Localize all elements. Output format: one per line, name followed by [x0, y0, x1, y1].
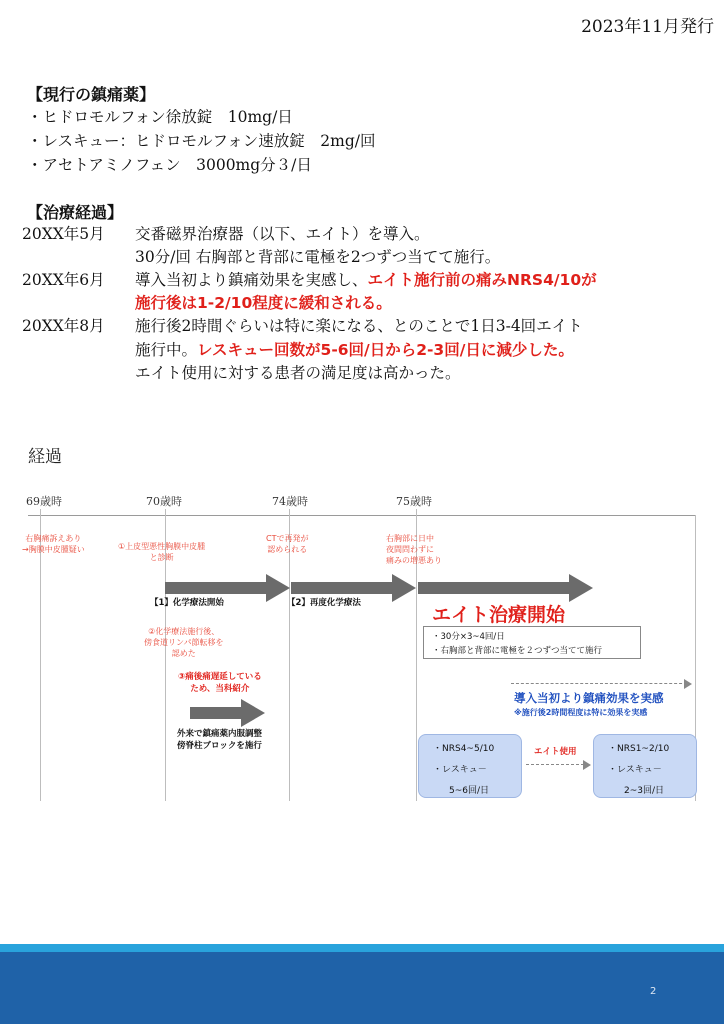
age-label: 69歳時 — [26, 495, 62, 508]
note-age74: CTで再発が 認められる — [266, 534, 309, 554]
effect-arrowhead — [684, 679, 692, 689]
chemo2-label: 【2】再度化学療法 — [287, 598, 361, 608]
course-date: 20XX年8月 — [22, 317, 105, 335]
course-date: 20XX年5月 — [22, 225, 105, 243]
med-item: ・レスキュー：ヒドロモルフォン速放錠 2mg/回 — [27, 132, 376, 150]
note-age69: 右胸痛訴えあり →胸膜中皮腫疑い — [22, 534, 85, 554]
issue-date: 2023年11月発行 — [581, 17, 714, 37]
course-text — [135, 338, 574, 360]
age-label: 75歳時 — [396, 495, 432, 508]
effect-note: ※施行後2時間程度は特に効果を実感 — [514, 708, 648, 717]
note-age70: ①上皮型悪性胸膜中皮腫 と診断 — [118, 542, 206, 562]
effect-title: 導入当初より鎮痛効果を実感 — [514, 691, 664, 705]
before-box: ・NRS4~5/10 ・レスキュ－ 5~6回/日 — [418, 734, 522, 798]
footer-stripe — [0, 944, 724, 952]
eito-start-label: エイト治療開始 — [432, 604, 566, 626]
course-title: 【治療経過】 — [27, 203, 124, 222]
course-text: 30分/回 右胸部と背部に電極を2つずつ当てて施行。 — [135, 248, 501, 266]
course-text — [135, 268, 597, 290]
current-meds-title: 【現行の鎮痛薬】 — [27, 85, 156, 104]
after-box: ・NRS1~2/10 ・レスキュ－ 2~3回/日 — [593, 734, 697, 798]
eito-use-arrow — [526, 764, 584, 765]
note-age75: 右胸部に日中 夜間問わずに 痛みの増悪あり — [386, 534, 442, 565]
course-text-plain: 施行中。 — [135, 341, 198, 359]
chemo2-arrow — [291, 579, 417, 597]
timeline-title: 経過 — [28, 447, 62, 467]
age-label: 74歳時 — [272, 495, 308, 508]
course-text: 交番磁界治療器（以下、エイト）を導入。 — [135, 225, 430, 243]
chemo1-arrow — [165, 579, 291, 597]
eito-arrow — [418, 579, 594, 597]
effect-dashed-line — [511, 683, 687, 684]
footer-band — [0, 952, 724, 1024]
eito-protocol-box: ・30分×3~4回/日 ・右胸部と背部に電極を２つずつ当てて施行 — [423, 626, 641, 659]
eito-use-arrowhead — [583, 760, 591, 770]
course-highlight: エイト施行前の痛みNRS4/10が — [367, 271, 597, 289]
age-label: 70歳時 — [146, 495, 182, 508]
note-outpatient: 外来で鎮痛薬内服調整 傍脊柱ブロックを施行 — [177, 729, 263, 751]
chemo1-label: 【1】化学療法開始 — [150, 598, 224, 608]
note-pain-delay: ③痛後痛遅延している ため、当科紹介 — [178, 672, 262, 694]
course-highlight: 施行後は1-2/10程度に緩和される。 — [135, 294, 392, 312]
course-highlight: レスキュー回数が5-6回/日から2-3回/日に減少した。 — [197, 341, 574, 359]
eito-use-label: エイト使用 — [534, 747, 577, 757]
note-chemo-after: ②化学療法施行後、 傍食道リンパ節転移を 認めた — [144, 627, 224, 658]
outpatient-arrow — [190, 704, 264, 722]
timeline-axis — [28, 515, 696, 516]
med-item: ・アセトアミノフェン 3000mg分３/日 — [27, 156, 312, 174]
course-date: 20XX年6月 — [22, 271, 105, 289]
course-text-plain: 導入当初より鎮痛効果を実感し、 — [135, 271, 368, 289]
med-item: ・ヒドロモルフォン徐放錠 10mg/日 — [27, 108, 293, 126]
course-text: 施行後2時間ぐらいは特に楽になる、とのことで1日3-4回エイト — [135, 317, 583, 335]
page-number: 2 — [650, 986, 657, 997]
course-text: エイト使用に対する患者の満足度は高かった。 — [135, 364, 461, 382]
